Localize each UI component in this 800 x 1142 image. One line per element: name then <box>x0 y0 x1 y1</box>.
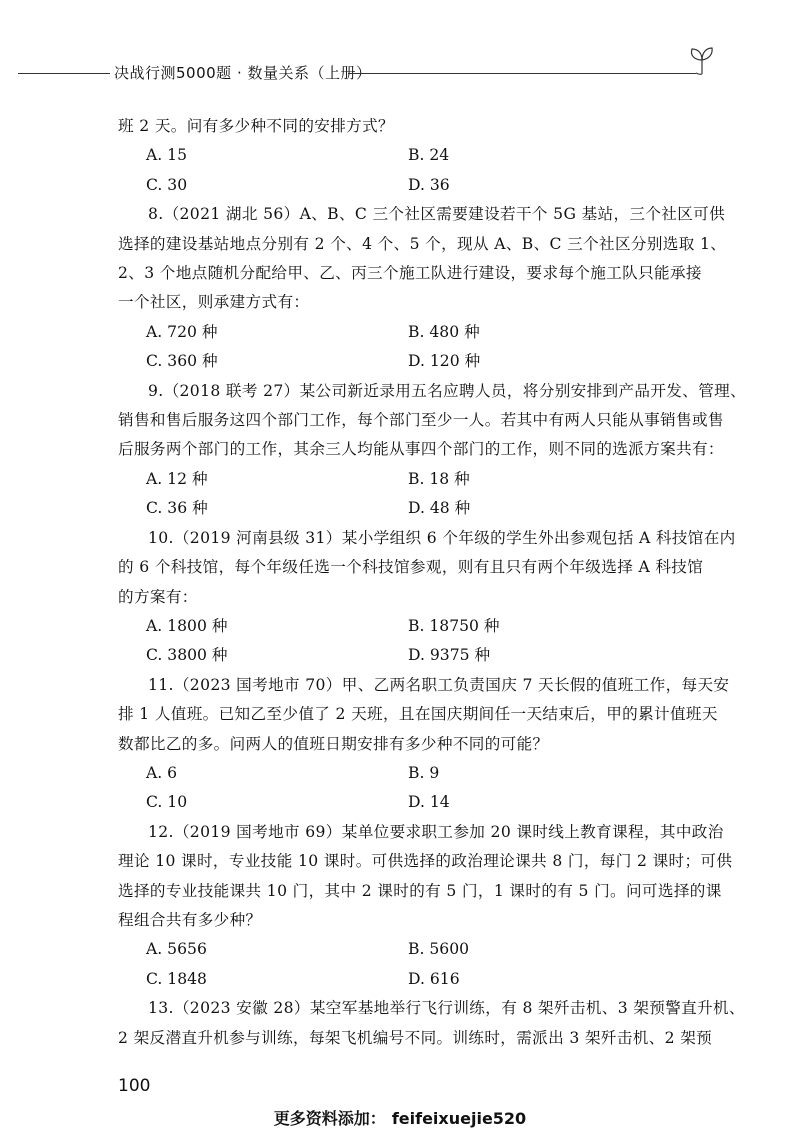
option-a: A. 15 <box>146 146 188 165</box>
lead-question <box>118 112 714 200</box>
option-b: B. 9 <box>408 763 440 782</box>
footer-note <box>0 1106 800 1129</box>
option-c: C. 36 种 <box>146 499 208 518</box>
question-text-line: 10.（2019 河南县级 31）某小学组织 6 个年级的学生外出参观包括 A 科技馆在内 <box>148 528 736 547</box>
question-text-line: 理论 10 课时，专业技能 10 课时。可供选择的政治理论课共 8 门，每门 2 课时；可供 <box>118 852 733 871</box>
question-text-line: 后服务两个部门的工作，其余三人均能从事四个部门的工作，则不同的选派方案共有： <box>118 440 724 459</box>
option-d: D. 120 种 <box>408 352 481 371</box>
header-rule-right <box>348 73 696 74</box>
answer-options <box>118 935 714 994</box>
option-a: A. 720 种 <box>146 322 218 341</box>
question-11 <box>118 671 730 818</box>
question-text-line: 8.（2021 湖北 56）A、B、C 三个社区需要建设若干个 5G 基站，三个社区可供 <box>148 205 726 224</box>
page-content <box>118 112 747 1053</box>
question-8 <box>118 200 727 376</box>
question-12 <box>118 818 733 994</box>
answer-options <box>118 318 714 377</box>
footer-label: 更多资料添加： <box>273 1109 386 1128</box>
question-text-line: 程组合共有多少种？ <box>118 910 262 929</box>
question-text-line: 的方案有： <box>118 587 198 606</box>
book-title: 决战行测5000题 · 数量关系（上册） <box>114 64 372 82</box>
sprout-icon <box>684 44 720 78</box>
option-b: B. 18 种 <box>408 469 470 488</box>
option-b: B. 5600 <box>408 940 470 959</box>
question-text-line: 2、3 个地点随机分配给甲、乙、丙三个施工队进行建设，要求每个施工队只能承接 <box>118 264 702 283</box>
option-d: D. 48 种 <box>408 499 471 518</box>
answer-options <box>118 465 714 524</box>
option-d: D. 14 <box>408 793 450 812</box>
question-text-line: 排 1 人值班。已知乙至少值了 2 天班，且在国庆期间任一天结束后，甲的累计值班天 <box>118 705 718 724</box>
answer-options <box>118 141 714 200</box>
page-number: 100 <box>118 1076 151 1096</box>
option-d: D. 9375 种 <box>408 646 491 665</box>
question-text-line: 选择的建设基站地点分别有 2 个、4 个、5 个，现从 A、B、C 三个社区分别选取 1、 <box>118 234 727 253</box>
answer-options <box>118 612 714 671</box>
question-text-line: 9.（2018 联考 27）某公司新近录用五名应聘人员，将分别安排到产品开发、管理、 <box>148 381 747 400</box>
option-a: A. 1800 种 <box>146 616 228 635</box>
option-a: A. 5656 <box>146 940 207 959</box>
running-header <box>0 56 800 96</box>
question-9 <box>118 377 747 524</box>
option-c: C. 360 种 <box>146 352 218 371</box>
question-13 <box>118 994 745 1053</box>
question-text-line: 班 2 天。问有多少种不同的安排方式？ <box>118 117 394 135</box>
question-text-line: 2 架反潜直升机参与训练，每架飞机编号不同。训练时，需派出 3 架歼击机、2 架预 <box>118 1028 713 1047</box>
question-text-line: 11.（2023 国考地市 70）甲、乙两名职工负责国庆 7 天长假的值班工作，每天安 <box>148 675 730 694</box>
question-text-line: 13.（2023 安徽 28）某空军基地举行飞行训练，有 8 架歼击机、3 架预警直升机、 <box>148 999 745 1018</box>
option-c: C. 10 <box>146 793 188 812</box>
question-10 <box>118 524 736 671</box>
option-d: D. 36 <box>408 175 450 194</box>
question-text-line: 一个社区，则承建方式有： <box>118 293 310 312</box>
answer-options <box>118 759 714 818</box>
question-text-line: 销售和售后服务这四个部门工作，每个部门至少一人。若其中有两人只能从事销售或售 <box>118 411 724 430</box>
option-a: A. 6 <box>146 763 178 782</box>
header-rule-left <box>18 73 110 74</box>
footer-contact: feifeixuejie520 <box>391 1109 527 1128</box>
option-b: B. 480 种 <box>408 322 480 341</box>
option-d: D. 616 <box>408 969 460 988</box>
question-text-line: 选择的专业技能课共 10 门，其中 2 课时的有 5 门，1 课时的有 5 门。问可选择的课 <box>118 881 722 900</box>
question-text-line: 的 6 个科技馆，每个年级任选一个科技馆参观，则有且只有两个年级选择 A 科技馆 <box>118 558 704 577</box>
option-c: C. 1848 <box>146 969 207 988</box>
question-text-line: 12.（2019 国考地市 69）某单位要求职工参加 20 课时线上教育课程，其中政治 <box>148 822 724 841</box>
question-text-line: 数都比乙的多。问两人的值班日期安排有多少种不同的可能？ <box>118 734 549 753</box>
option-c: C. 3800 种 <box>146 646 228 665</box>
option-b: B. 18750 种 <box>408 616 500 635</box>
option-a: A. 12 种 <box>146 469 208 488</box>
option-b: B. 24 <box>408 146 450 165</box>
option-c: C. 30 <box>146 175 188 194</box>
